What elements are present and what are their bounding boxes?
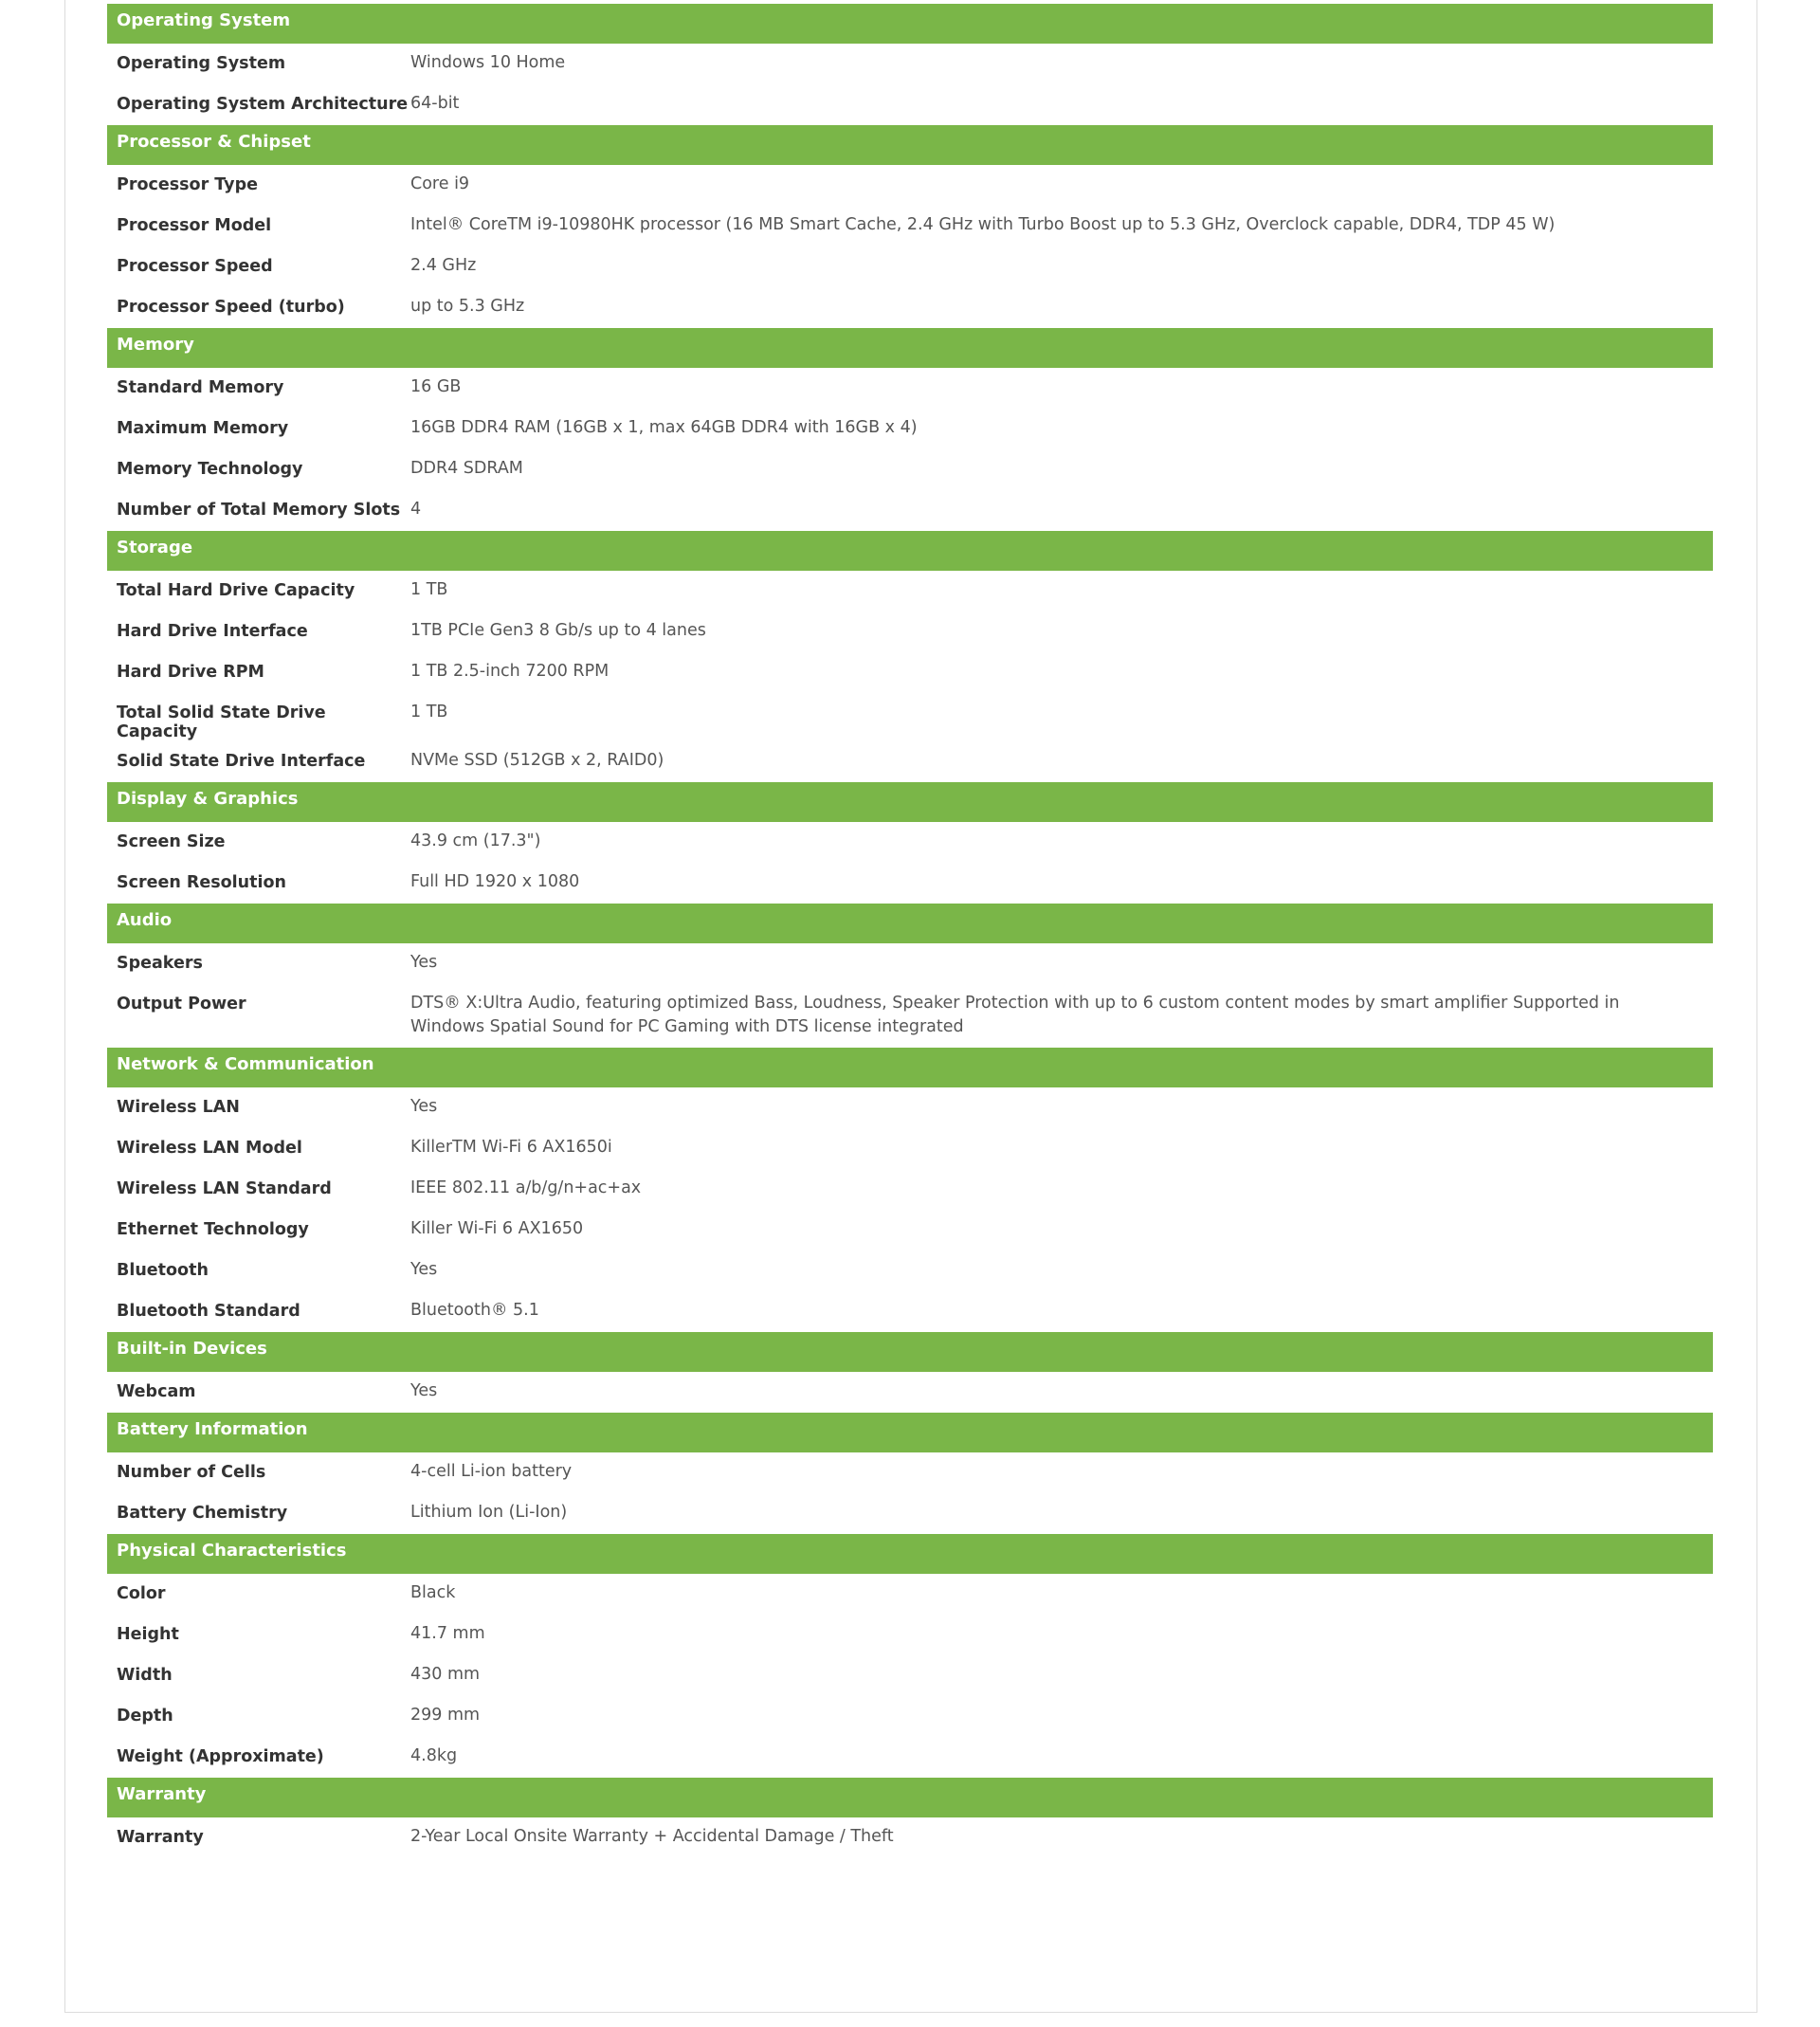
spec-value: Yes (410, 1097, 438, 1116)
spec-row (107, 84, 1713, 125)
spec-label: Height (117, 1625, 179, 1644)
spec-label: Warranty (117, 1828, 204, 1847)
spec-value: Core i9 (410, 174, 470, 193)
spec-label: Number of Total Memory Slots (117, 501, 401, 520)
spec-value: NVMe SSD (512GB x 2, RAID0) (410, 751, 664, 770)
spec-value: 2.4 GHz (410, 256, 477, 275)
section-header: Built-in Devices (107, 1332, 1713, 1372)
spec-label: Processor Speed (turbo) (117, 298, 345, 317)
section-header: Display & Graphics (107, 782, 1713, 822)
spec-row (107, 287, 1713, 328)
section-header: Network & Communication (107, 1048, 1713, 1087)
spec-value: Yes (410, 953, 438, 972)
spec-label: Number of Cells (117, 1463, 266, 1482)
spec-row (107, 863, 1713, 904)
spec-value: 16GB DDR4 RAM (16GB x 1, max 64GB DDR4 with 16GB x 4) (410, 418, 918, 437)
spec-value: 43.9 cm (17.3") (410, 831, 541, 850)
spec-label: Output Power (117, 995, 246, 1014)
spec-table (107, 4, 1713, 1858)
spec-label: Weight (Approximate) (117, 1747, 324, 1766)
spec-label: Solid State Drive Interface (117, 752, 366, 771)
spec-value: Yes (410, 1381, 438, 1400)
spec-row (107, 571, 1713, 612)
spec-row (107, 247, 1713, 287)
spec-value: 4.8kg (410, 1746, 458, 1765)
spec-row (107, 1817, 1713, 1858)
spec-row (107, 1615, 1713, 1655)
spec-row (107, 984, 1713, 1048)
spec-label: Memory Technology (117, 460, 303, 479)
spec-value: 16 GB (410, 377, 462, 396)
spec-label: Standard Memory (117, 378, 284, 397)
spec-label: Speakers (117, 954, 203, 973)
spec-row (107, 368, 1713, 409)
spec-label: Total Hard Drive Capacity (117, 581, 355, 600)
spec-label: Total Solid State Drive Capacity (117, 703, 326, 741)
spec-label: Bluetooth Standard (117, 1302, 300, 1321)
spec-value: 4 (410, 500, 422, 519)
spec-label: Bluetooth (117, 1261, 209, 1280)
spec-row (107, 490, 1713, 531)
spec-row (107, 1574, 1713, 1615)
spec-value: Lithium Ion (Li-Ion) (410, 1503, 568, 1522)
spec-label: Processor Speed (117, 257, 273, 276)
section-header: Memory (107, 328, 1713, 368)
spec-label: Hard Drive Interface (117, 622, 308, 641)
spec-value: Full HD 1920 x 1080 (410, 872, 580, 891)
section-header: Operating System (107, 4, 1713, 44)
spec-row (107, 652, 1713, 693)
spec-label: Hard Drive RPM (117, 663, 264, 682)
spec-row (107, 1128, 1713, 1169)
spec-value: DDR4 SDRAM (410, 459, 523, 478)
spec-value: Bluetooth® 5.1 (410, 1301, 539, 1320)
section-header: Storage (107, 531, 1713, 571)
spec-value: 1 TB (410, 580, 448, 599)
spec-label: Color (117, 1584, 166, 1603)
spec-value: 2-Year Local Onsite Warranty + Accidental Damage / Theft (410, 1827, 894, 1846)
spec-value: Yes (410, 1260, 438, 1279)
spec-row (107, 612, 1713, 652)
spec-value: Killer Wi-Fi 6 AX1650 (410, 1219, 584, 1238)
spec-label: Operating System (117, 54, 286, 73)
spec-row (107, 1696, 1713, 1737)
spec-label: Depth (117, 1707, 173, 1726)
spec-row (107, 822, 1713, 863)
spec-row (107, 1251, 1713, 1291)
spec-label: Maximum Memory (117, 419, 289, 438)
spec-row (107, 1372, 1713, 1413)
spec-label: Operating System Architecture (117, 95, 409, 114)
section-header: Audio (107, 904, 1713, 943)
spec-value: 1TB PCIe Gen3 8 Gb/s up to 4 lanes (410, 621, 706, 640)
spec-label: Processor Model (117, 216, 272, 235)
spec-label: Wireless LAN Model (117, 1139, 302, 1158)
spec-row (107, 165, 1713, 206)
spec-row (107, 1087, 1713, 1128)
spec-value: 4-cell Li-ion battery (410, 1462, 573, 1481)
spec-value: Black (410, 1583, 456, 1602)
spec-label: Width (117, 1666, 173, 1685)
spec-row (107, 1655, 1713, 1696)
spec-row (107, 1210, 1713, 1251)
spec-row (107, 741, 1713, 782)
spec-row (107, 409, 1713, 449)
spec-label: Wireless LAN Standard (117, 1179, 332, 1198)
spec-value: 64-bit (410, 94, 460, 113)
spec-row (107, 449, 1713, 490)
spec-label: Screen Resolution (117, 873, 286, 892)
section-header: Warranty (107, 1778, 1713, 1817)
section-header: Processor & Chipset (107, 125, 1713, 165)
spec-value: DTS® X:Ultra Audio, featuring optimized Bass, Loudness, Speaker Protection with up to 6 custom content modes by smart amplifier Supported in Windows Spatial Sound for PC Gaming with DTS license integrated (410, 994, 1620, 1036)
section-header: Battery Information (107, 1413, 1713, 1452)
spec-row (107, 1452, 1713, 1493)
spec-row (107, 206, 1713, 247)
spec-value: 430 mm (410, 1665, 481, 1684)
section-header: Physical Characteristics (107, 1534, 1713, 1574)
spec-row (107, 1737, 1713, 1778)
spec-row (107, 1493, 1713, 1534)
spec-value: 41.7 mm (410, 1624, 485, 1643)
spec-value: Intel® CoreTM i9-10980HK processor (16 MB Smart Cache, 2.4 GHz with Turbo Boost up to 5.3 GHz, Overclock capable, DDR4, TDP 45 W) (410, 215, 1556, 234)
spec-row (107, 1169, 1713, 1210)
spec-value: 1 TB 2.5-inch 7200 RPM (410, 662, 610, 681)
spec-row (107, 943, 1713, 984)
spec-label: Webcam (117, 1382, 196, 1401)
spec-label: Processor Type (117, 175, 258, 194)
spec-label: Battery Chemistry (117, 1504, 288, 1523)
spec-row (107, 1291, 1713, 1332)
spec-row (107, 693, 1713, 741)
spec-label: Wireless LAN (117, 1098, 240, 1117)
spec-value: 299 mm (410, 1706, 481, 1725)
spec-row (107, 44, 1713, 84)
spec-value: IEEE 802.11 a/b/g/n+ac+ax (410, 1178, 642, 1197)
spec-value: up to 5.3 GHz (410, 297, 525, 316)
spec-value: 1 TB (410, 703, 448, 721)
spec-value: Windows 10 Home (410, 53, 566, 72)
spec-value: KillerTM Wi-Fi 6 AX1650i (410, 1138, 612, 1157)
spec-label: Screen Size (117, 832, 226, 851)
spec-label: Ethernet Technology (117, 1220, 309, 1239)
